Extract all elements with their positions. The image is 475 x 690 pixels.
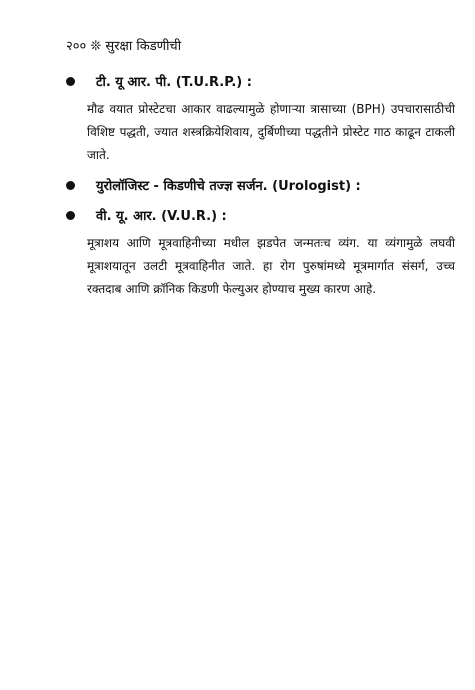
term-line <box>66 70 456 92</box>
term-line <box>66 174 456 196</box>
bullet-icon <box>66 77 75 86</box>
term-urologist: युरोलॉजिस्ट - किडणीचे तज्ज्ञ सर्जन. (Urologist) : <box>96 179 361 194</box>
glossary-entry-urologist <box>66 174 456 196</box>
term-vur: वी. यू. आर. (V.U.R.) : <box>96 209 227 224</box>
glossary-entry-turp <box>66 70 456 167</box>
bullet-icon <box>66 211 75 220</box>
term-turp: टी. यू आर. पी. (T.U.R.P.) : <box>96 75 252 90</box>
page-header: २०० ❊ सुरक्षा किडणीची <box>66 39 182 54</box>
definition-vur: मूत्राशय आणि मूत्रवाहिनीच्या मधील झडपेत जन्मतःच व्यंग. या व्यंगामुळे लघवी मूत्राशयातून उलटी मूत्रवाहिनीत जाते. हा रोग पुरुषांमध्ये मूत्रमार्गात संसर्ग, उच्च रक्तदाब आणि क्रॉनिक किडणी फेल्युअर होण्याच मुख्य कारण आहे. <box>87 236 455 296</box>
term-line <box>66 204 456 226</box>
glossary-entry-vur <box>66 204 456 301</box>
definition-turp: मौढ वयात प्रोस्टेटचा आकार वाढल्यामुळे होणाऱ्या त्रासाच्या (BPH) उपचारासाठीची विशिष्ट पद्धती, ज्यात शस्त्रक्रियेशिवाय, दुर्बिणीच्या पद्धतीने प्रोस्टेट गाठ काढून टाकली जाते. <box>87 102 455 162</box>
bullet-icon <box>66 181 75 190</box>
